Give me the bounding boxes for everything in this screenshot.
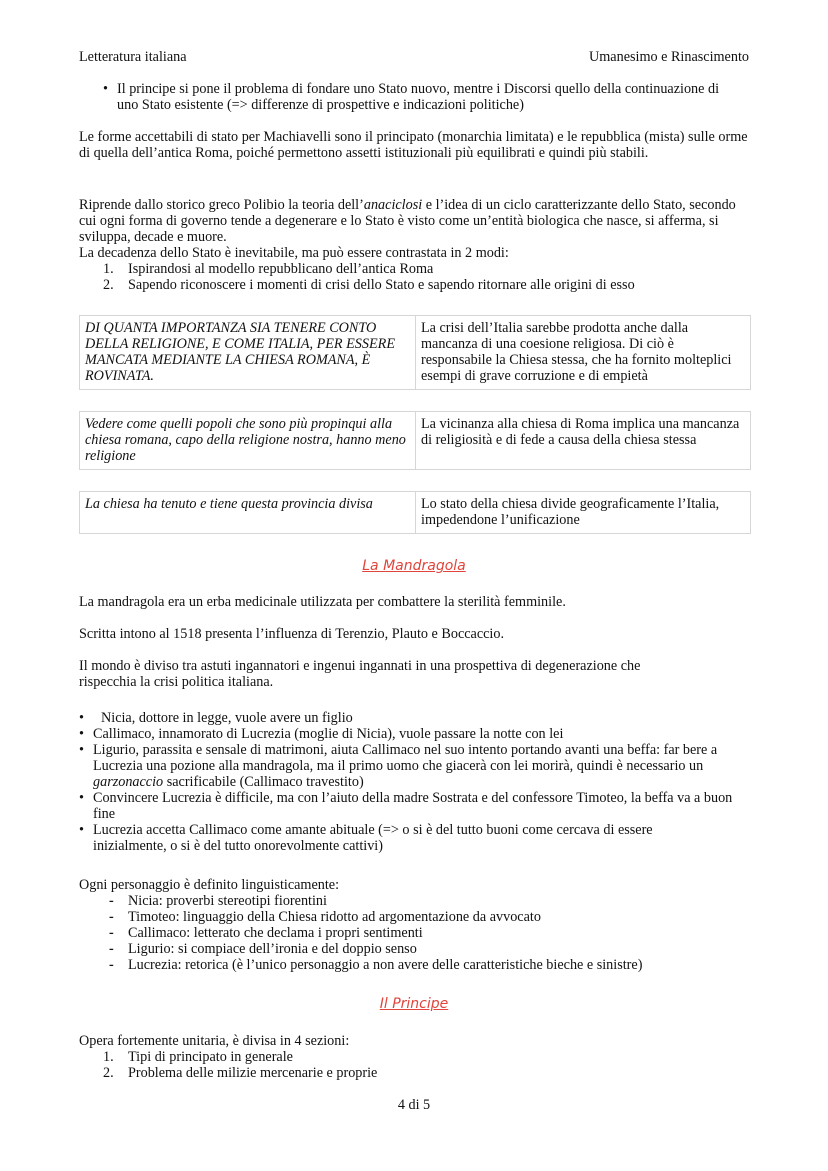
quote-cell: DI QUANTA IMPORTANZA SIA TENERE CONTO DELLA RELIGIONE, E COME ITALIA, PER ESSERE MANCATA MEDIANTE LA CHIESA ROMANA, È ROVINATA. <box>80 316 416 390</box>
item-number: 1. <box>103 261 114 277</box>
list-item <box>79 1065 751 1081</box>
item-text: Sapendo riconoscere i momenti di crisi dello Stato e sapendo ritornare alle origini di esso <box>128 277 635 293</box>
paragraph-decadenza: La decadenza dello Stato è inevitabile, ma può essere contrastata in 2 modi: <box>79 245 509 261</box>
list-item: • Callimaco, innamorato di Lucrezia (moglie di Nicia), vuole passare la notte con lei <box>79 726 755 742</box>
item-text: Ispirandosi al modello repubblicano dell’antica Roma <box>128 261 434 277</box>
item-text: Problema delle milizie mercenarie e proprie <box>128 1065 378 1081</box>
list-item <box>79 261 751 277</box>
list-item: - Ligurio: si compiace dell’ironia e del doppio senso <box>79 941 751 957</box>
list-item: - Nicia: proverbi stereotipi fiorentini <box>79 893 751 909</box>
quote-table-3 <box>79 491 751 534</box>
principe-section <box>79 1033 751 1081</box>
page-number: 4 di 5 <box>397 1097 431 1113</box>
term: garzonaccio <box>93 774 164 790</box>
list-item: • Nicia, dottore in legge, vuole avere un figlio <box>79 710 755 726</box>
heading-text: Il Principe <box>379 996 449 1012</box>
list-item: • Convincere Lucrezia è difficile, ma con l’aiuto della madre Sostrata e del confessore Timoteo, la beffa va a buon fine <box>79 790 755 822</box>
heading-mandragola <box>0 558 828 574</box>
comment-cell: La vicinanza alla chiesa di Roma implica una mancanza di religiosità e di fede a causa della chiesa stessa <box>416 412 751 470</box>
intro-bullet: • Il principe si pone il problema di fondare uno Stato nuovo, mentre i Discorsi quello della continuazione di uno Stato esistente (=> differenze di prospettive e indicazioni politiche) <box>103 81 733 113</box>
text: Ligurio, parassita e sensale di matrimoni, aiuta Callimaco nel suo intento portando avanti una beffa: far bere a Lucrezia una pozione alla mandragola, ma il primo uomo che giacerà con lei morirà, quindi è necessario un <box>93 742 718 774</box>
list-item: - Lucrezia: retorica (è l’unico personaggio a non avere delle caratteristiche bieche e sinistre) <box>79 957 751 973</box>
item-number: 2. <box>103 277 114 293</box>
comment-cell: La crisi dell’Italia sarebbe prodotta anche dalla mancanza di una coesione religiosa. Di ciò è responsabile la Chiesa stessa, che ha fornito molteplici esempi di grave corruzione e di empietà <box>416 316 751 390</box>
paragraph: Il mondo è diviso tra astuti ingannatori e ingenui ingannati in una prospettiva di degenerazione che rispecchia la crisi politica italiana. <box>79 658 641 690</box>
list-item <box>79 277 751 293</box>
header-left: Letteratura italiana <box>79 49 187 65</box>
intro-list <box>103 81 733 113</box>
paragraph-forme: Le forme accettabili di stato per Machiavelli sono il principato (monarchia limitata) e le repubblica (mista) sulle orme di quella dell’antica Roma, poiché permettono assetti istituzionali più equilibrati e quindi più stabili. <box>79 129 748 161</box>
paragraph-polibio <box>79 197 751 293</box>
list-item: - Callimaco: letterato che declama i propri sentimenti <box>79 925 751 941</box>
list-item <box>79 1049 751 1065</box>
quote-table-1 <box>79 315 751 390</box>
text: sacrificabile (Callimaco travestito) <box>163 774 364 790</box>
header-right: Umanesimo e Rinascimento <box>589 49 749 65</box>
characters-list <box>79 893 751 973</box>
comment-cell: Lo stato della chiesa divide geograficamente l’Italia, impedendone l’unificazione <box>416 492 751 534</box>
quote-table-2 <box>79 411 751 470</box>
text: Riprende dallo storico greco Polibio la teoria dell’ <box>79 197 364 213</box>
plot-list <box>79 710 755 854</box>
list-item: • Lucrezia accetta Callimaco come amante abituale (=> o si è del tutto buoni come cercava di essere inizialmente, o si è del tutto onorevolmente cattivi) <box>79 822 713 854</box>
heading-principe <box>0 996 828 1012</box>
list-item: - Timoteo: linguaggio della Chiesa ridotto ad argomentazione da avvocato <box>79 909 751 925</box>
item-number: 2. <box>103 1065 114 1081</box>
paragraph: Scritta intono al 1518 presenta l’influenza di Terenzio, Plauto e Boccaccio. <box>79 626 505 642</box>
item-text: Tipi di principato in generale <box>128 1049 293 1065</box>
quote-cell: La chiesa ha tenuto e tiene questa provincia divisa <box>80 492 416 534</box>
paragraph: Ogni personaggio è definito linguisticamente: <box>79 877 340 893</box>
paragraph: La mandragola era un erba medicinale utilizzata per combattere la sterilità femminile. <box>79 594 566 610</box>
heading-text: La Mandragola <box>362 558 466 574</box>
sections-list <box>79 1049 751 1081</box>
list-item <box>79 742 755 790</box>
term-anaciclosi: anaciclosi <box>363 197 423 213</box>
ways-list <box>79 261 751 293</box>
quote-cell: Vedere come quelli popoli che sono più propinqui alla chiesa romana, capo della religione nostra, hanno meno religione <box>80 412 416 470</box>
paragraph: Opera fortemente unitaria, è divisa in 4 sezioni: <box>79 1033 350 1049</box>
item-number: 1. <box>103 1049 114 1065</box>
characters-section <box>79 877 751 973</box>
text: e l’idea di un ciclo caratterizzante dello Stato, secondo cui ogni forma di governo tende a degenerare e lo Stato è visto come un’entità biologica che nasce, si afferma, si sviluppa, decade e muore. <box>79 197 736 245</box>
